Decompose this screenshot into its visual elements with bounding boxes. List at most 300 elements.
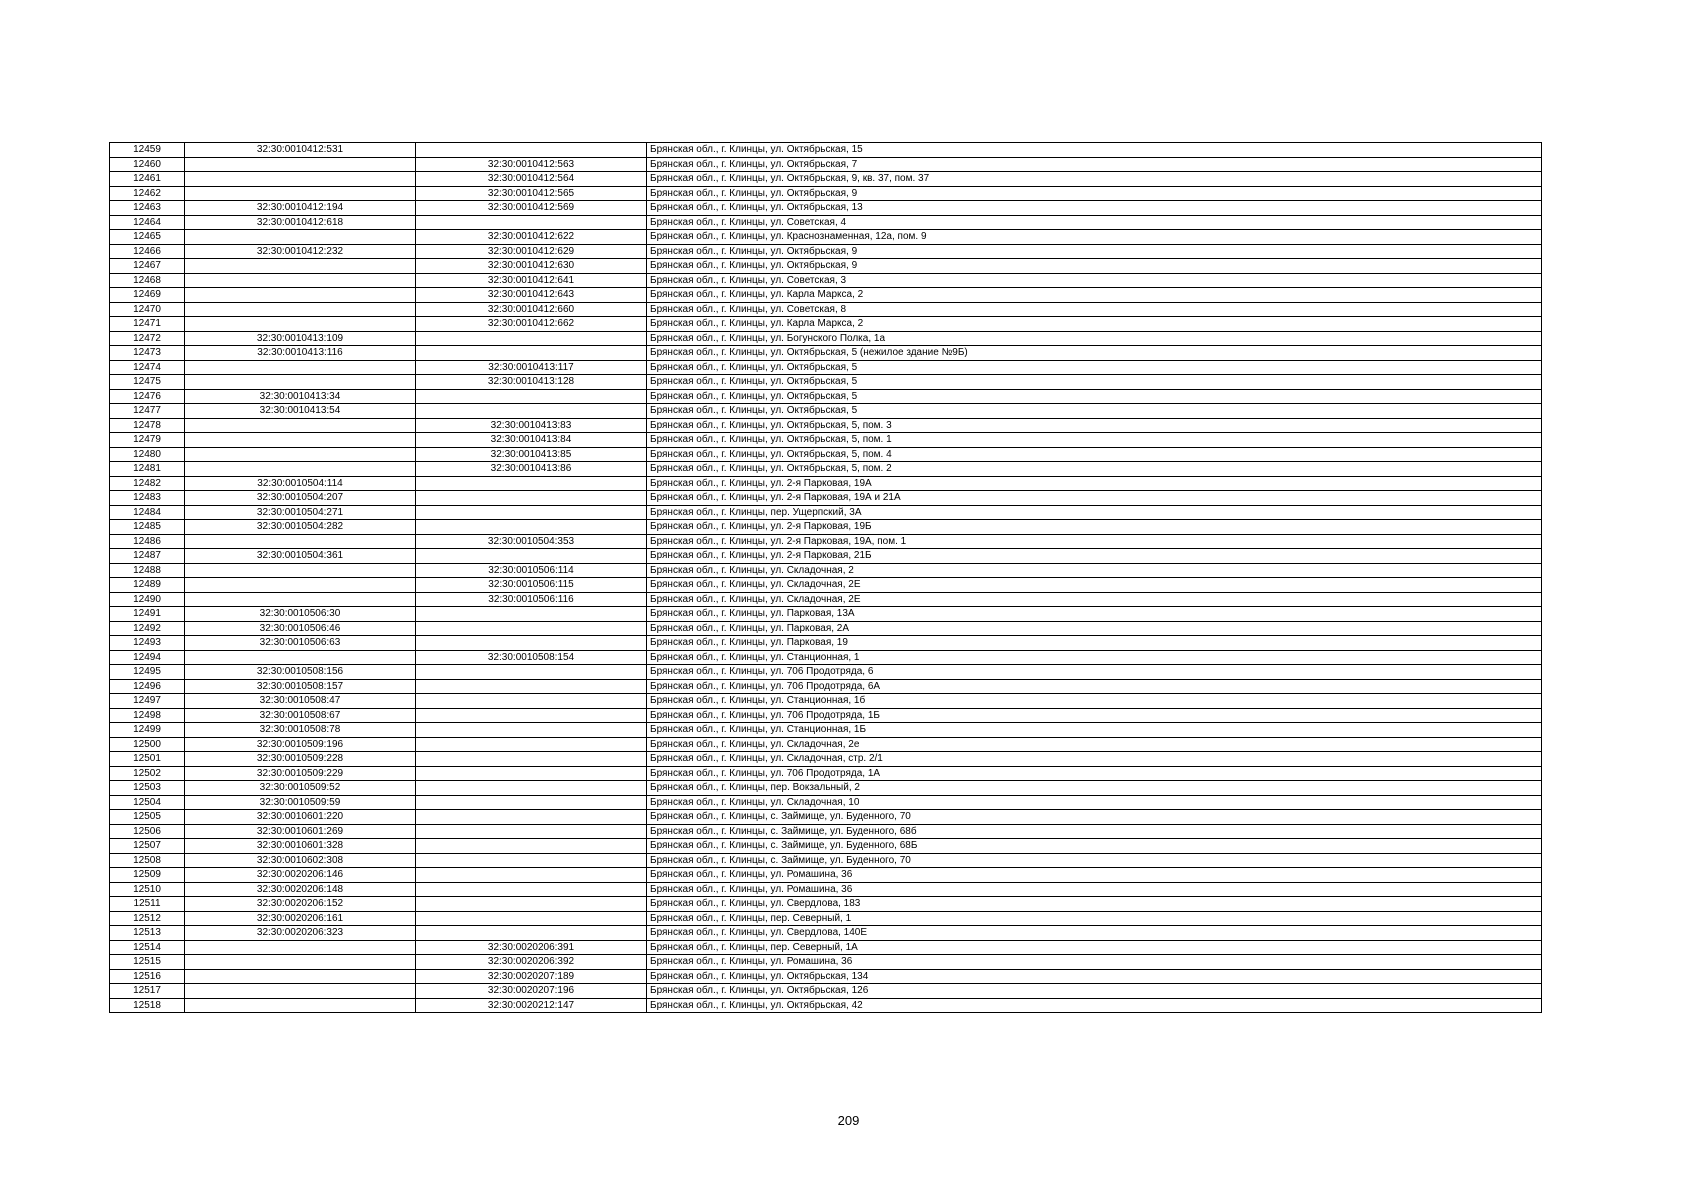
building-cadastral-number-cell <box>416 491 647 506</box>
land-cadastral-number-cell: 32:30:0010508:157 <box>185 679 416 694</box>
land-cadastral-number-cell <box>185 230 416 245</box>
land-cadastral-number-cell: 32:30:0010413:109 <box>185 331 416 346</box>
address-cell: Брянская обл., г. Клинцы, ул. Ромашина, 36 <box>647 955 1542 970</box>
building-cadastral-number-cell: 32:30:0010504:353 <box>416 534 647 549</box>
land-cadastral-number-cell: 32:30:0020206:323 <box>185 926 416 941</box>
table-row <box>110 607 1542 622</box>
row-number-cell: 12510 <box>110 882 185 897</box>
building-cadastral-number-cell <box>416 404 647 419</box>
building-cadastral-number-cell <box>416 143 647 158</box>
table-row <box>110 853 1542 868</box>
land-cadastral-number-cell: 32:30:0010504:114 <box>185 476 416 491</box>
table-row <box>110 404 1542 419</box>
building-cadastral-number-cell <box>416 737 647 752</box>
building-cadastral-number-cell <box>416 868 647 883</box>
land-cadastral-number-cell: 32:30:0010601:328 <box>185 839 416 854</box>
row-number-cell: 12511 <box>110 897 185 912</box>
address-cell: Брянская обл., г. Клинцы, с. Займище, ул. Буденного, 70 <box>647 853 1542 868</box>
building-cadastral-number-cell: 32:30:0020207:189 <box>416 969 647 984</box>
table-row <box>110 926 1542 941</box>
row-number-cell: 12514 <box>110 940 185 955</box>
address-cell: Брянская обл., г. Клинцы, ул. Октябрьская, 9, кв. 37, пом. 37 <box>647 172 1542 187</box>
row-number-cell: 12467 <box>110 259 185 274</box>
building-cadastral-number-cell: 32:30:0010413:86 <box>416 462 647 477</box>
land-cadastral-number-cell <box>185 375 416 390</box>
registry-table <box>109 142 1542 1013</box>
land-cadastral-number-cell <box>185 360 416 375</box>
land-cadastral-number-cell <box>185 186 416 201</box>
land-cadastral-number-cell: 32:30:0010509:196 <box>185 737 416 752</box>
land-cadastral-number-cell: 32:30:0010504:361 <box>185 549 416 564</box>
row-number-cell: 12474 <box>110 360 185 375</box>
row-number-cell: 12468 <box>110 273 185 288</box>
land-cadastral-number-cell <box>185 447 416 462</box>
building-cadastral-number-cell <box>416 607 647 622</box>
address-cell: Брянская обл., г. Клинцы, ул. 2-я Парковая, 19А, пом. 1 <box>647 534 1542 549</box>
row-number-cell: 12489 <box>110 578 185 593</box>
row-number-cell: 12466 <box>110 244 185 259</box>
building-cadastral-number-cell <box>416 505 647 520</box>
row-number-cell: 12475 <box>110 375 185 390</box>
address-cell: Брянская обл., г. Клинцы, ул. Октябрьская, 9 <box>647 244 1542 259</box>
land-cadastral-number-cell: 32:30:0010508:47 <box>185 694 416 709</box>
building-cadastral-number-cell <box>416 766 647 781</box>
land-cadastral-number-cell: 32:30:0020206:161 <box>185 911 416 926</box>
table-row <box>110 998 1542 1013</box>
land-cadastral-number-cell <box>185 462 416 477</box>
address-cell: Брянская обл., г. Клинцы, ул. Октябрьская, 5, пом. 2 <box>647 462 1542 477</box>
row-number-cell: 12480 <box>110 447 185 462</box>
address-cell: Брянская обл., г. Клинцы, ул. Парковая, 19 <box>647 636 1542 651</box>
table-row <box>110 868 1542 883</box>
table-row <box>110 694 1542 709</box>
building-cadastral-number-cell: 32:30:0020206:392 <box>416 955 647 970</box>
address-cell: Брянская обл., г. Клинцы, ул. Октябрьская, 5, пом. 3 <box>647 418 1542 433</box>
building-cadastral-number-cell <box>416 679 647 694</box>
land-cadastral-number-cell: 32:30:0010412:232 <box>185 244 416 259</box>
building-cadastral-number-cell <box>416 389 647 404</box>
table-row <box>110 360 1542 375</box>
row-number-cell: 12501 <box>110 752 185 767</box>
address-cell: Брянская обл., г. Клинцы, ул. 706 Продотряда, 6 <box>647 665 1542 680</box>
address-cell: Брянская обл., г. Клинцы, ул. Октябрьская, 5 <box>647 360 1542 375</box>
row-number-cell: 12476 <box>110 389 185 404</box>
table-row <box>110 563 1542 578</box>
row-number-cell: 12516 <box>110 969 185 984</box>
address-cell: Брянская обл., г. Клинцы, ул. Станционная, 1Б <box>647 723 1542 738</box>
building-cadastral-number-cell: 32:30:0010412:563 <box>416 157 647 172</box>
building-cadastral-number-cell <box>416 781 647 796</box>
table-row <box>110 201 1542 216</box>
address-cell: Брянская обл., г. Клинцы, ул. 706 Продотряда, 6А <box>647 679 1542 694</box>
row-number-cell: 12472 <box>110 331 185 346</box>
table-row <box>110 969 1542 984</box>
row-number-cell: 12508 <box>110 853 185 868</box>
land-cadastral-number-cell <box>185 563 416 578</box>
table-row <box>110 549 1542 564</box>
land-cadastral-number-cell: 32:30:0010504:271 <box>185 505 416 520</box>
building-cadastral-number-cell <box>416 694 647 709</box>
row-number-cell: 12513 <box>110 926 185 941</box>
table-row <box>110 259 1542 274</box>
land-cadastral-number-cell <box>185 984 416 999</box>
table-row <box>110 447 1542 462</box>
table-row <box>110 186 1542 201</box>
address-cell: Брянская обл., г. Клинцы, пер. Вокзальный, 2 <box>647 781 1542 796</box>
address-cell: Брянская обл., г. Клинцы, ул. 706 Продотряда, 1Б <box>647 708 1542 723</box>
address-cell: Брянская обл., г. Клинцы, ул. Октябрьская, 15 <box>647 143 1542 158</box>
building-cadastral-number-cell: 32:30:0010506:116 <box>416 592 647 607</box>
building-cadastral-number-cell: 32:30:0010412:569 <box>416 201 647 216</box>
table-row <box>110 505 1542 520</box>
land-cadastral-number-cell <box>185 317 416 332</box>
address-cell: Брянская обл., г. Клинцы, пер. Ущерпский, 3А <box>647 505 1542 520</box>
land-cadastral-number-cell: 32:30:0010509:229 <box>185 766 416 781</box>
table-row <box>110 578 1542 593</box>
row-number-cell: 12460 <box>110 157 185 172</box>
land-cadastral-number-cell <box>185 273 416 288</box>
address-cell: Брянская обл., г. Клинцы, ул. Октябрьская, 5 <box>647 375 1542 390</box>
address-cell: Брянская обл., г. Клинцы, ул. Октябрьская, 5 <box>647 404 1542 419</box>
address-cell: Брянская обл., г. Клинцы, с. Займище, ул. Буденного, 68б <box>647 824 1542 839</box>
building-cadastral-number-cell: 32:30:0010412:641 <box>416 273 647 288</box>
table-row <box>110 346 1542 361</box>
land-cadastral-number-cell: 32:30:0020206:148 <box>185 882 416 897</box>
building-cadastral-number-cell: 32:30:0010506:115 <box>416 578 647 593</box>
land-cadastral-number-cell: 32:30:0010602:308 <box>185 853 416 868</box>
table-row <box>110 375 1542 390</box>
building-cadastral-number-cell <box>416 911 647 926</box>
address-cell: Брянская обл., г. Клинцы, ул. Складочная, стр. 2/1 <box>647 752 1542 767</box>
address-cell: Брянская обл., г. Клинцы, ул. Ромашина, 36 <box>647 882 1542 897</box>
land-cadastral-number-cell: 32:30:0010413:116 <box>185 346 416 361</box>
row-number-cell: 12484 <box>110 505 185 520</box>
building-cadastral-number-cell <box>416 752 647 767</box>
table-row <box>110 592 1542 607</box>
table-row <box>110 839 1542 854</box>
address-cell: Брянская обл., г. Клинцы, ул. Октябрьская, 13 <box>647 201 1542 216</box>
table-row <box>110 215 1542 230</box>
row-number-cell: 12477 <box>110 404 185 419</box>
land-cadastral-number-cell: 32:30:0010508:67 <box>185 708 416 723</box>
building-cadastral-number-cell: 32:30:0020207:196 <box>416 984 647 999</box>
table-row <box>110 650 1542 665</box>
address-cell: Брянская обл., г. Клинцы, с. Займище, ул. Буденного, 68Б <box>647 839 1542 854</box>
land-cadastral-number-cell: 32:30:0010506:46 <box>185 621 416 636</box>
address-cell: Брянская обл., г. Клинцы, ул. Парковая, 2А <box>647 621 1542 636</box>
table-row <box>110 679 1542 694</box>
row-number-cell: 12464 <box>110 215 185 230</box>
row-number-cell: 12515 <box>110 955 185 970</box>
row-number-cell: 12462 <box>110 186 185 201</box>
building-cadastral-number-cell: 32:30:0010506:114 <box>416 563 647 578</box>
building-cadastral-number-cell: 32:30:0020206:391 <box>416 940 647 955</box>
address-cell: Брянская обл., г. Клинцы, ул. Октябрьская, 5 (нежилое здание №9Б) <box>647 346 1542 361</box>
table-row <box>110 752 1542 767</box>
address-cell: Брянская обл., г. Клинцы, ул. Свердлова, 183 <box>647 897 1542 912</box>
building-cadastral-number-cell <box>416 549 647 564</box>
address-cell: Брянская обл., г. Клинцы, ул. Краснознаменная, 12а, пом. 9 <box>647 230 1542 245</box>
page-number: 209 <box>837 1113 860 1128</box>
land-cadastral-number-cell: 32:30:0010412:194 <box>185 201 416 216</box>
land-cadastral-number-cell: 32:30:0010506:63 <box>185 636 416 651</box>
row-number-cell: 12507 <box>110 839 185 854</box>
table-row <box>110 824 1542 839</box>
table-row <box>110 273 1542 288</box>
address-cell: Брянская обл., г. Клинцы, ул. Октябрьская, 42 <box>647 998 1542 1013</box>
row-number-cell: 12478 <box>110 418 185 433</box>
table-row <box>110 143 1542 158</box>
address-cell: Брянская обл., г. Клинцы, ул. Октябрьская, 5, пом. 4 <box>647 447 1542 462</box>
address-cell: Брянская обл., г. Клинцы, ул. Октябрьская, 7 <box>647 157 1542 172</box>
land-cadastral-number-cell: 32:30:0010508:78 <box>185 723 416 738</box>
table-row <box>110 723 1542 738</box>
address-cell: Брянская обл., г. Клинцы, ул. 2-я Парковая, 19А и 21А <box>647 491 1542 506</box>
row-number-cell: 12497 <box>110 694 185 709</box>
row-number-cell: 12479 <box>110 433 185 448</box>
address-cell: Брянская обл., г. Клинцы, ул. Ромашина, 36 <box>647 868 1542 883</box>
table-row <box>110 984 1542 999</box>
land-cadastral-number-cell <box>185 259 416 274</box>
land-cadastral-number-cell: 32:30:0020206:146 <box>185 868 416 883</box>
address-cell: Брянская обл., г. Клинцы, ул. Карла Маркса, 2 <box>647 288 1542 303</box>
building-cadastral-number-cell: 32:30:0010413:117 <box>416 360 647 375</box>
row-number-cell: 12494 <box>110 650 185 665</box>
row-number-cell: 12498 <box>110 708 185 723</box>
land-cadastral-number-cell: 32:30:0010504:282 <box>185 520 416 535</box>
row-number-cell: 12491 <box>110 607 185 622</box>
table-row <box>110 288 1542 303</box>
address-cell: Брянская обл., г. Клинцы, ул. Станционная, 1 <box>647 650 1542 665</box>
table-row <box>110 708 1542 723</box>
row-number-cell: 12512 <box>110 911 185 926</box>
building-cadastral-number-cell: 32:30:0010412:630 <box>416 259 647 274</box>
land-cadastral-number-cell <box>185 998 416 1013</box>
land-cadastral-number-cell <box>185 302 416 317</box>
building-cadastral-number-cell <box>416 331 647 346</box>
row-number-cell: 12461 <box>110 172 185 187</box>
table-row <box>110 897 1542 912</box>
land-cadastral-number-cell <box>185 172 416 187</box>
address-cell: Брянская обл., г. Клинцы, ул. Карла Маркса, 2 <box>647 317 1542 332</box>
address-cell: Брянская обл., г. Клинцы, ул. 2-я Парковая, 19Б <box>647 520 1542 535</box>
row-number-cell: 12504 <box>110 795 185 810</box>
address-cell: Брянская обл., г. Клинцы, ул. Октябрьская, 9 <box>647 186 1542 201</box>
table-row <box>110 520 1542 535</box>
table-row <box>110 911 1542 926</box>
row-number-cell: 12481 <box>110 462 185 477</box>
building-cadastral-number-cell: 32:30:0010412:565 <box>416 186 647 201</box>
building-cadastral-number-cell <box>416 346 647 361</box>
building-cadastral-number-cell: 32:30:0010413:83 <box>416 418 647 433</box>
land-cadastral-number-cell: 32:30:0010413:34 <box>185 389 416 404</box>
table-row <box>110 433 1542 448</box>
table-row <box>110 462 1542 477</box>
building-cadastral-number-cell: 32:30:0010412:622 <box>416 230 647 245</box>
address-cell: Брянская обл., г. Клинцы, ул. Богунского Полка, 1а <box>647 331 1542 346</box>
building-cadastral-number-cell <box>416 795 647 810</box>
row-number-cell: 12486 <box>110 534 185 549</box>
row-number-cell: 12500 <box>110 737 185 752</box>
address-cell: Брянская обл., г. Клинцы, ул. Советская, 8 <box>647 302 1542 317</box>
address-cell: Брянская обл., г. Клинцы, ул. Октябрьская, 5, пом. 1 <box>647 433 1542 448</box>
address-cell: Брянская обл., г. Клинцы, ул. Складочная, 10 <box>647 795 1542 810</box>
row-number-cell: 12483 <box>110 491 185 506</box>
building-cadastral-number-cell <box>416 810 647 825</box>
row-number-cell: 12469 <box>110 288 185 303</box>
address-cell: Брянская обл., г. Клинцы, ул. Складочная, 2 <box>647 563 1542 578</box>
building-cadastral-number-cell <box>416 520 647 535</box>
address-cell: Брянская обл., г. Клинцы, ул. Октябрьская, 9 <box>647 259 1542 274</box>
land-cadastral-number-cell <box>185 578 416 593</box>
address-cell: Брянская обл., г. Клинцы, ул. Советская, 4 <box>647 215 1542 230</box>
row-number-cell: 12505 <box>110 810 185 825</box>
building-cadastral-number-cell <box>416 853 647 868</box>
row-number-cell: 12463 <box>110 201 185 216</box>
land-cadastral-number-cell <box>185 534 416 549</box>
table-row <box>110 882 1542 897</box>
row-number-cell: 12499 <box>110 723 185 738</box>
building-cadastral-number-cell: 32:30:0010508:154 <box>416 650 647 665</box>
building-cadastral-number-cell: 32:30:0010413:84 <box>416 433 647 448</box>
land-cadastral-number-cell <box>185 157 416 172</box>
row-number-cell: 12482 <box>110 476 185 491</box>
table-row <box>110 317 1542 332</box>
row-number-cell: 12517 <box>110 984 185 999</box>
table-row <box>110 737 1542 752</box>
row-number-cell: 12502 <box>110 766 185 781</box>
table-row <box>110 230 1542 245</box>
building-cadastral-number-cell <box>416 897 647 912</box>
row-number-cell: 12490 <box>110 592 185 607</box>
table-row <box>110 781 1542 796</box>
table-row <box>110 244 1542 259</box>
table-row <box>110 157 1542 172</box>
row-number-cell: 12503 <box>110 781 185 796</box>
address-cell: Брянская обл., г. Клинцы, ул. Октябрьская, 126 <box>647 984 1542 999</box>
building-cadastral-number-cell <box>416 708 647 723</box>
table-row <box>110 534 1542 549</box>
land-cadastral-number-cell <box>185 940 416 955</box>
land-cadastral-number-cell <box>185 592 416 607</box>
land-cadastral-number-cell: 32:30:0010601:220 <box>185 810 416 825</box>
address-cell: Брянская обл., г. Клинцы, ул. Октябрьская, 5 <box>647 389 1542 404</box>
row-number-cell: 12471 <box>110 317 185 332</box>
land-cadastral-number-cell <box>185 650 416 665</box>
land-cadastral-number-cell: 32:30:0010413:54 <box>185 404 416 419</box>
row-number-cell: 12509 <box>110 868 185 883</box>
building-cadastral-number-cell <box>416 476 647 491</box>
building-cadastral-number-cell <box>416 839 647 854</box>
row-number-cell: 12459 <box>110 143 185 158</box>
building-cadastral-number-cell: 32:30:0010412:662 <box>416 317 647 332</box>
land-cadastral-number-cell <box>185 969 416 984</box>
building-cadastral-number-cell <box>416 824 647 839</box>
address-cell: Брянская обл., г. Клинцы, ул. Складочная, 2е <box>647 737 1542 752</box>
address-cell: Брянская обл., г. Клинцы, пер. Северный, 1А <box>647 940 1542 955</box>
building-cadastral-number-cell: 32:30:0010413:128 <box>416 375 647 390</box>
address-cell: Брянская обл., г. Клинцы, ул. 2-я Парковая, 19А <box>647 476 1542 491</box>
land-cadastral-number-cell <box>185 955 416 970</box>
table-row <box>110 665 1542 680</box>
building-cadastral-number-cell <box>416 621 647 636</box>
land-cadastral-number-cell: 32:30:0010509:59 <box>185 795 416 810</box>
row-number-cell: 12492 <box>110 621 185 636</box>
table-row <box>110 810 1542 825</box>
address-cell: Брянская обл., г. Клинцы, ул. Складочная, 2Е <box>647 578 1542 593</box>
table-row <box>110 172 1542 187</box>
row-number-cell: 12488 <box>110 563 185 578</box>
building-cadastral-number-cell: 32:30:0010412:629 <box>416 244 647 259</box>
table-row <box>110 418 1542 433</box>
row-number-cell: 12493 <box>110 636 185 651</box>
building-cadastral-number-cell <box>416 926 647 941</box>
building-cadastral-number-cell: 32:30:0020212:147 <box>416 998 647 1013</box>
table-row <box>110 636 1542 651</box>
row-number-cell: 12496 <box>110 679 185 694</box>
registry-table-body <box>110 143 1542 1013</box>
row-number-cell: 12465 <box>110 230 185 245</box>
land-cadastral-number-cell <box>185 288 416 303</box>
land-cadastral-number-cell: 32:30:0010509:228 <box>185 752 416 767</box>
building-cadastral-number-cell <box>416 882 647 897</box>
address-cell: Брянская обл., г. Клинцы, ул. 706 Продотряда, 1А <box>647 766 1542 781</box>
address-cell: Брянская обл., г. Клинцы, пер. Северный, 1 <box>647 911 1542 926</box>
address-cell: Брянская обл., г. Клинцы, с. Займище, ул. Буденного, 70 <box>647 810 1542 825</box>
address-cell: Брянская обл., г. Клинцы, ул. Советская, 3 <box>647 273 1542 288</box>
building-cadastral-number-cell <box>416 665 647 680</box>
table-row <box>110 389 1542 404</box>
row-number-cell: 12470 <box>110 302 185 317</box>
building-cadastral-number-cell <box>416 215 647 230</box>
land-cadastral-number-cell: 32:30:0010509:52 <box>185 781 416 796</box>
building-cadastral-number-cell: 32:30:0010413:85 <box>416 447 647 462</box>
land-cadastral-number-cell: 32:30:0010508:156 <box>185 665 416 680</box>
table-row <box>110 795 1542 810</box>
building-cadastral-number-cell: 32:30:0010412:564 <box>416 172 647 187</box>
row-number-cell: 12506 <box>110 824 185 839</box>
table-row <box>110 331 1542 346</box>
address-cell: Брянская обл., г. Клинцы, ул. Станционная, 1б <box>647 694 1542 709</box>
table-row <box>110 766 1542 781</box>
table-row <box>110 302 1542 317</box>
land-cadastral-number-cell: 32:30:0010412:531 <box>185 143 416 158</box>
row-number-cell: 12473 <box>110 346 185 361</box>
building-cadastral-number-cell: 32:30:0010412:660 <box>416 302 647 317</box>
table-row <box>110 955 1542 970</box>
land-cadastral-number-cell <box>185 433 416 448</box>
address-cell: Брянская обл., г. Клинцы, ул. Парковая, 13А <box>647 607 1542 622</box>
address-cell: Брянская обл., г. Клинцы, ул. Октябрьская, 134 <box>647 969 1542 984</box>
row-number-cell: 12487 <box>110 549 185 564</box>
building-cadastral-number-cell <box>416 636 647 651</box>
land-cadastral-number-cell: 32:30:0010601:269 <box>185 824 416 839</box>
row-number-cell: 12485 <box>110 520 185 535</box>
table-row <box>110 940 1542 955</box>
row-number-cell: 12518 <box>110 998 185 1013</box>
table-row <box>110 491 1542 506</box>
address-cell: Брянская обл., г. Клинцы, ул. Свердлова, 140Е <box>647 926 1542 941</box>
row-number-cell: 12495 <box>110 665 185 680</box>
building-cadastral-number-cell <box>416 723 647 738</box>
table-row <box>110 476 1542 491</box>
land-cadastral-number-cell: 32:30:0010504:207 <box>185 491 416 506</box>
land-cadastral-number-cell: 32:30:0010506:30 <box>185 607 416 622</box>
table-row <box>110 621 1542 636</box>
address-cell: Брянская обл., г. Клинцы, ул. 2-я Парковая, 21Б <box>647 549 1542 564</box>
land-cadastral-number-cell: 32:30:0020206:152 <box>185 897 416 912</box>
address-cell: Брянская обл., г. Клинцы, ул. Складочная, 2Е <box>647 592 1542 607</box>
